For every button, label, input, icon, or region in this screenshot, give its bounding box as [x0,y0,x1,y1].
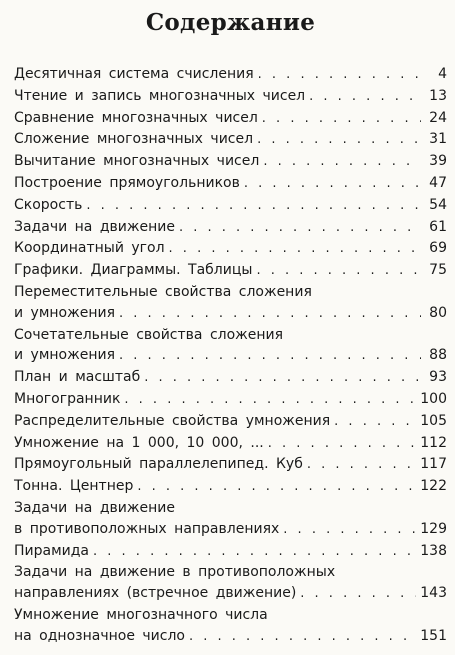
dot-leader [179,218,421,239]
dot-leader [257,130,421,151]
dot-leader [256,261,421,282]
page-number: 31 [429,131,447,148]
toc-entry-title: Задачи на движение [14,218,175,235]
toc-entry-title: Построение прямоугольников [14,174,240,191]
toc-entry-line [14,238,447,260]
dot-leader [309,87,421,108]
toc-entry-line [14,260,447,282]
dot-leader [137,477,416,498]
toc-entry-title: План и масштаб [14,369,141,386]
toc-entry-title: Умножение многозначного числа [14,606,268,623]
page-number: 112 [420,434,447,451]
toc-entry-line [14,476,447,498]
dot-leader [307,455,416,476]
toc-entry-title: Переместительные свойства сложения [14,283,312,300]
dot-leader [189,627,416,648]
page-number: 75 [429,262,447,279]
toc-entry-title: Десятичная система счисления [14,66,254,82]
page-number: 61 [429,218,447,235]
dot-leader [119,304,421,325]
toc-entry-title: и умножения [14,347,116,364]
toc-entry-line [14,151,447,173]
toc-entry-line [14,325,447,346]
toc-entry [14,562,447,605]
dot-leader [268,434,417,455]
toc-entry-line [14,86,447,108]
page-number: 47 [429,174,447,191]
dot-leader [124,390,416,411]
page-number: 88 [429,347,447,364]
dot-leader [263,152,421,173]
page-number: 100 [420,390,447,407]
toc-entry [14,367,447,389]
toc-entry-title: Распределительные свойства умножения [14,412,331,429]
toc-entry-title: Прямоугольный параллелепипед. Куб [14,456,303,473]
dot-leader [144,368,421,389]
toc-entry [14,433,447,455]
toc-entry-line [14,605,447,626]
toc-entry-line [14,498,447,519]
page-number: 151 [420,627,447,644]
dot-leader [283,520,416,541]
toc-entry [14,389,447,411]
toc-entry-title: Тонна. Центнер [14,478,134,495]
toc-entry [14,64,447,86]
page-number: 138 [420,542,447,559]
toc-entry [14,217,447,239]
toc-entry [14,605,447,648]
toc-entry-line [14,454,447,476]
toc-entry-line [14,108,447,130]
dot-leader [258,65,421,86]
toc-entry-title: в противоположных направлениях [14,520,280,537]
toc-entry-title: Графики. Диаграммы. Таблицы [14,262,253,279]
page-number: 24 [429,109,447,126]
toc-entry-line [14,195,447,217]
toc-entry [14,476,447,498]
dot-leader [300,584,416,605]
toc-entry [14,541,447,563]
toc-entry-line [14,217,447,239]
toc-entry-line [14,389,447,411]
toc-entry [14,260,447,282]
page-number: 117 [420,456,447,473]
dot-leader [262,109,421,130]
toc-entry-line [14,173,447,195]
page-number: 80 [429,304,447,321]
toc-entry-line [14,303,447,325]
toc-entry-line [14,562,447,583]
toc-entry [14,282,447,325]
toc-entry-title: Скорость [14,196,83,213]
toc-entry-title: и умножения [14,304,116,321]
toc-entry [14,129,447,151]
page-number: 69 [429,240,447,257]
dot-leader [119,346,421,367]
toc-entry-line [14,519,447,541]
toc-entry-line [14,367,447,389]
toc-entry-title: Сочетательные свойства сложения [14,326,284,343]
page-number: 13 [429,87,447,104]
toc-entry-title: Сравнение многозначных чисел [14,109,258,126]
toc-entry [14,108,447,130]
dot-leader [86,196,421,217]
toc-entry-title: на однозначное число [14,627,185,644]
toc-entry [14,86,447,108]
page-title: Содержание [145,9,316,36]
toc-entry-title: Чтение и запись многозначных чисел [14,87,306,104]
toc-entry [14,411,447,433]
toc-entry-title: Пирамида [14,542,90,559]
toc-entry-line [14,583,447,605]
toc-entry [14,498,447,541]
toc-entry-line [14,282,447,303]
page-number: 93 [429,369,447,386]
toc-entry-line [14,129,447,151]
toc-entry-title: Вычитание многозначных чисел [14,153,260,170]
toc-entry [14,173,447,195]
page-number: 129 [420,520,447,537]
toc-entry-title: Задачи на движение в противоположных [14,564,336,581]
toc-entry-title: Координатный угол [14,240,165,257]
page-number: 122 [420,478,447,495]
toc-entry-title: Сложение многозначных чисел [14,131,254,148]
toc-entry [14,195,447,217]
dot-leader [93,542,416,563]
dot-leader [169,239,421,260]
dot-leader [334,412,416,433]
toc-entry-title: Многогранник [14,390,121,407]
dot-leader [244,174,421,195]
toc-entry-title: Задачи на движение [14,499,175,516]
toc-entry-line [14,433,447,455]
page-number: 54 [429,196,447,213]
page-number: 4 [438,66,447,82]
toc-entry-line [14,345,447,367]
toc-entry-line [14,411,447,433]
toc-entry-line [14,64,447,86]
toc-entry-line [14,626,447,648]
page-number: 143 [420,585,447,602]
toc-entry [14,325,447,368]
page-number: 105 [420,412,447,429]
toc-entry-title: направлениях (встречное движение) [14,585,297,602]
table-of-contents [14,64,447,648]
toc-entry [14,454,447,476]
toc-entry [14,151,447,173]
page-number: 39 [429,153,447,170]
toc-entry [14,238,447,260]
toc-entry-title: Умножение на 1 000, 10 000, ... [14,434,264,451]
toc-entry-line [14,541,447,563]
